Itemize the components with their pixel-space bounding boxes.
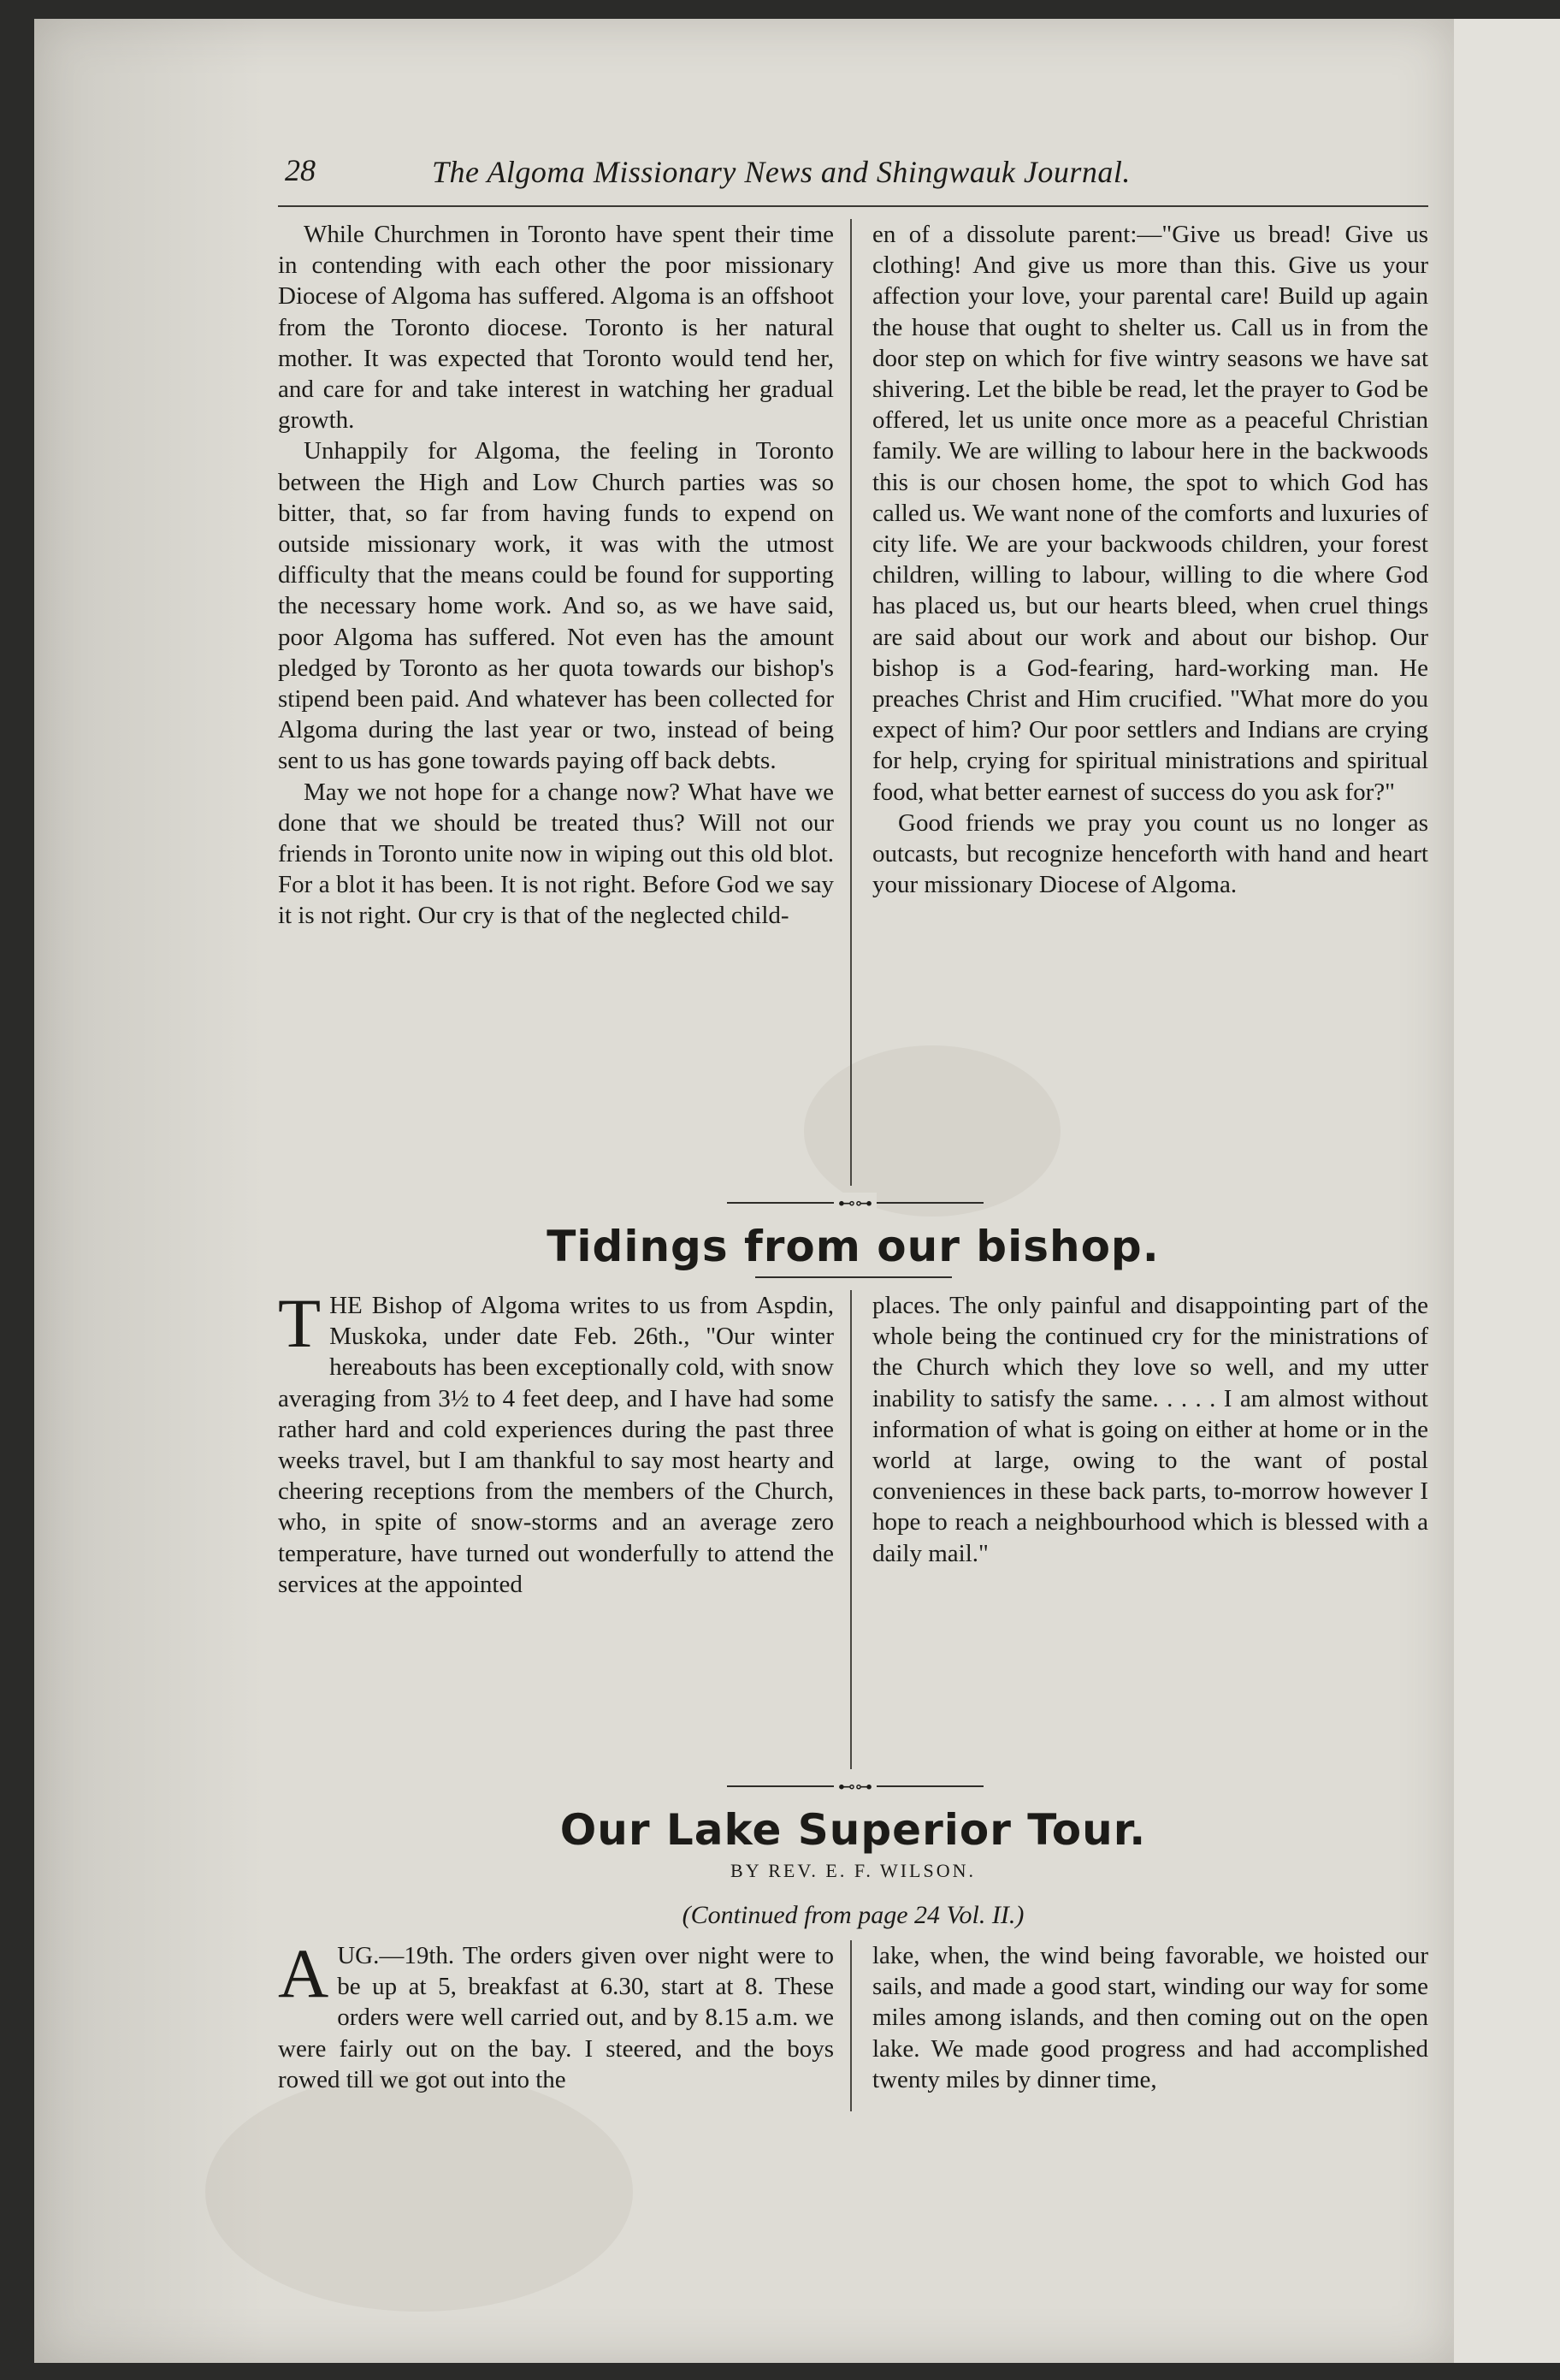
paragraph: While Churchmen in Toronto have spent their time in contending with each other the poor missionary Diocese of Algoma has suffered. Algoma is an offshoot from the Toronto diocese. Toronto is her natural mother. It was expected that Toronto would tend her, and care for and take interest in watching her gradual growth.	[278, 221, 834, 435]
column-left	[278, 219, 834, 1186]
show-through-margin	[34, 19, 265, 2363]
byline: BY REV. E. F. WILSON.	[730, 1860, 976, 1881]
paragraph: May we not hope for a change now? What have we done that we should be treated thus? Will not our friends in Toronto unite now in wiping out this old blot. For a blot it has been. It is not right. Before God we say it is not right. Our cry is that of the neglected child-	[278, 778, 834, 930]
paragraph: Good friends we pray you count us no longer as outcasts, but recognize henceforth with hand and heart your missionary Diocese of Algoma.	[872, 808, 1428, 899]
heading-rule	[755, 1276, 952, 1278]
column-left	[278, 1934, 834, 2111]
column-right	[872, 219, 1428, 1186]
article-algoma	[278, 219, 1428, 1186]
paragraph-text: HE Bishop of Algoma writes to us from Aspdin, Muskoka, under date Feb. 26th., "Our winter hereabouts has been exceptionally cold, with snow averaging from 3½ to 4 feet deep, and I have had some rather hard and cold experiences during the past three weeks travel, but I am thankful to say most hearty and cheering receptions from the members of the Church, who, in spite of snow-storms and an average zero temperature, have turned out wonderfully to attend the services at the appointed	[278, 1292, 834, 1598]
divider-ornament: ⊷⊶	[834, 1193, 877, 1213]
drop-cap: T	[278, 1284, 322, 1362]
page-content	[278, 137, 1428, 2111]
article-tour	[278, 1934, 1428, 2111]
column-rule	[850, 219, 852, 1186]
continued-note: (Continued from page 24 Vol. II.)	[682, 1901, 1025, 1929]
paragraph: lake, when, the wind being favorable, we hoisted our sails, and made a good start, winding our way for some miles among islands, and then coming out on the open lake. We made good progress and had accomplished twenty miles by dinner time,	[872, 1942, 1428, 2093]
page-number: 28	[285, 153, 316, 187]
article-tidings	[278, 1284, 1428, 1769]
column-left	[278, 1284, 834, 1769]
paragraph	[278, 1284, 834, 1600]
journal-title: The Algoma Missionary News and Shingwauk Journal.	[432, 155, 1131, 189]
adjacent-page-edge	[1454, 19, 1560, 2363]
ornamental-divider	[278, 1776, 1428, 1797]
running-head	[278, 137, 1428, 207]
divider-ornament: ⊷⊶	[834, 1776, 877, 1797]
column-rule	[850, 1940, 852, 2111]
column-right	[872, 1940, 1428, 2111]
paragraph-text: UG.—19th. The orders given over night were to be up at 5, breakfast at 6.30, start at 8. These orders were well carried out, and by 8.15 a.m. we were fairly out on the bay. I steered, and the boys rowed till we got out into the	[278, 1942, 834, 2093]
section-heading-tidings: Tidings from our bishop.	[547, 1222, 1160, 1271]
ornamental-divider	[278, 1193, 1428, 1213]
column-rule	[850, 1290, 852, 1769]
column-right	[872, 1290, 1428, 1769]
paragraph	[278, 1934, 834, 2095]
section-heading-tour: Our Lake Superior Tour.	[559, 1805, 1147, 1855]
paragraph: Unhappily for Algoma, the feeling in Toronto between the High and Low Church parties was so bitter, that, so far from having funds to expend on outside missionary work, it was with the utmost difficulty that the means could be found for supporting the necessary home work. And so, as we have said, poor Algoma has suffered. Not even has the amount pledged by Toronto as her quota towards our bishop's stipend been paid. And whatever has been collected for Algoma during the last year or two, instead of being sent to us has gone towards paying off back debts.	[278, 437, 834, 775]
paragraph: places. The only painful and disappointing part of the whole being the continued cry for the ministrations of the Church which they love so well, and my utter inability to satisfy the same. . . . . I am almost without information of what is going on either at home or in the world at large, owing to the want of postal conveniences in these back parts, to-morrow however I hope to reach a neighbourhood which is blessed with a daily mail."	[872, 1292, 1428, 1567]
paragraph: en of a dissolute parent:—"Give us bread! Give us clothing! And give us more than this. Give us your affection your love, your parental care! Build up again the house that ought to shelter us. Call us in from the door step on which for five wintry seasons we have sat shivering. Let the bible be read, let the prayer to God be offered, let us unite once more as a peaceful Christian family. We are willing to labour here in the backwoods this is our chosen home, the spot to which God has called us. We want none of the comforts and luxuries of city life. We are your backwoods children, your forest children, willing to labour, willing to die where God has placed us, but our hearts bleed, when cruel things are said about our work and about our bishop. Our bishop is a God-fearing, hard-working man. He preaches Christ and Him crucified. "What more do you expect of him? Our poor settlers and Indians are crying for help, crying for spiritual ministrations and spiritual food, what better earnest of success do you ask for?"	[872, 221, 1428, 806]
drop-cap: A	[278, 1934, 329, 2012]
